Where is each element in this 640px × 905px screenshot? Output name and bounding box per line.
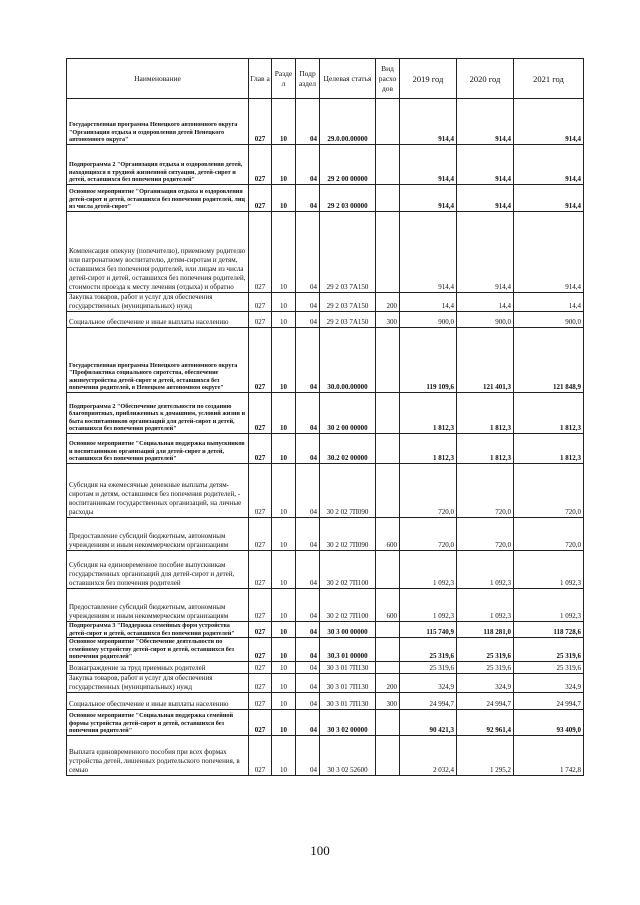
row-amount-2020: 900,0 (457, 312, 514, 328)
row-glava: 027 (249, 709, 272, 735)
row-razdel: 10 (272, 692, 296, 709)
table-row (67, 673, 584, 692)
row-target-article: 30 2 02 7П090 (320, 464, 376, 518)
row-amount-2019: 24 994,7 (400, 692, 457, 709)
row-amount-2019: 914,4 (400, 99, 457, 145)
header-target-article: Целевая статья (320, 59, 376, 99)
row-glava: 027 (249, 622, 272, 638)
row-expense-type (376, 212, 400, 293)
row-glava: 027 (249, 145, 272, 185)
row-podrazdel: 04 (296, 393, 320, 434)
row-amount-2020: 914,4 (457, 212, 514, 293)
row-podrazdel: 04 (296, 551, 320, 589)
table-row (67, 312, 584, 328)
row-amount-2021: 1 812,3 (514, 393, 584, 434)
row-expense-type (376, 735, 400, 775)
header-row (67, 59, 584, 99)
row-glava: 027 (249, 434, 272, 464)
row-podrazdel: 04 (296, 212, 320, 293)
budget-table-page (66, 58, 583, 776)
row-expense-type (376, 434, 400, 464)
row-glava: 027 (249, 692, 272, 709)
table-row (67, 622, 584, 638)
row-glava: 027 (249, 312, 272, 328)
row-amount-2019: 324,9 (400, 673, 457, 692)
row-amount-2021: 1 812,3 (514, 434, 584, 464)
row-expense-type (376, 145, 400, 185)
row-target-article: 30 3 02 00000 (320, 709, 376, 735)
row-amount-2020: 720,0 (457, 464, 514, 518)
table-row (67, 328, 584, 393)
table-row (67, 709, 584, 735)
row-podrazdel: 04 (296, 293, 320, 312)
row-razdel: 10 (272, 312, 296, 328)
row-target-article: 30 3 00 00000 (320, 622, 376, 638)
row-podrazdel: 04 (296, 99, 320, 145)
table-row (67, 99, 584, 145)
row-razdel: 10 (272, 589, 296, 622)
row-amount-2019: 25 319,6 (400, 638, 457, 662)
row-razdel: 10 (272, 99, 296, 145)
row-amount-2019: 900,0 (400, 312, 457, 328)
row-razdel: 10 (272, 622, 296, 638)
row-amount-2021: 25 319,6 (514, 638, 584, 662)
row-razdel: 10 (272, 661, 296, 673)
row-razdel: 10 (272, 212, 296, 293)
row-target-article: 30 2 02 7П100 (320, 551, 376, 589)
row-amount-2020: 25 319,6 (457, 638, 514, 662)
table-row (67, 638, 584, 662)
row-podrazdel: 04 (296, 661, 320, 673)
row-glava: 027 (249, 393, 272, 434)
row-amount-2020: 720,0 (457, 518, 514, 551)
row-name: Основное мероприятие "Социальная поддержка семейной формы устройства детей-сирот и детей, оставшихся без попечения родителей" (67, 709, 249, 735)
row-amount-2020: 25 319,6 (457, 661, 514, 673)
table-body (67, 99, 584, 776)
row-podrazdel: 04 (296, 518, 320, 551)
table-row (67, 393, 584, 434)
row-target-article: 29.0.00.00000 (320, 99, 376, 145)
row-expense-type (376, 328, 400, 393)
row-amount-2020: 914,4 (457, 99, 514, 145)
row-amount-2019: 2 032,4 (400, 735, 457, 775)
row-expense-type: 600 (376, 589, 400, 622)
row-podrazdel: 04 (296, 185, 320, 212)
row-amount-2019: 119 109,6 (400, 328, 457, 393)
row-podrazdel: 04 (296, 589, 320, 622)
row-razdel: 10 (272, 464, 296, 518)
row-amount-2021: 324,9 (514, 673, 584, 692)
row-name: Основное мероприятие "Обеспечение деятельности по семейному устройству детей-сирот и детей, оставшихся без попечения родителей" (67, 638, 249, 662)
row-podrazdel: 04 (296, 692, 320, 709)
row-amount-2021: 720,0 (514, 518, 584, 551)
row-podrazdel: 04 (296, 312, 320, 328)
row-amount-2020: 118 281,0 (457, 622, 514, 638)
row-glava: 027 (249, 638, 272, 662)
row-name: Подпрограмма 2 "Организация отдыха и оздоровления детей, находящихся в трудной жизненной ситуации, детей-сирот и детей, оставшихся без попечения родителей" (67, 145, 249, 185)
row-razdel: 10 (272, 709, 296, 735)
row-name: Закупка товаров, работ и услуг для обеспечения государственных (муниципальных) нужд (67, 673, 249, 692)
row-expense-type: 200 (376, 293, 400, 312)
row-razdel: 10 (272, 551, 296, 589)
row-podrazdel: 04 (296, 145, 320, 185)
row-name: Государственная программа Ненецкого автономного округа "Профилактика социального сиротства, обеспечение жизнеустройства детей-сирот и детей, оставшихся без попечения родителей, в Ненецком автономном округе" (67, 328, 249, 393)
row-glava: 027 (249, 464, 272, 518)
row-amount-2019: 1 092,3 (400, 589, 457, 622)
row-amount-2021: 914,4 (514, 185, 584, 212)
row-amount-2020: 14,4 (457, 293, 514, 312)
row-razdel: 10 (272, 145, 296, 185)
row-amount-2019: 115 740,9 (400, 622, 457, 638)
table-row (67, 464, 584, 518)
row-name: Социальное обеспечение и иные выплаты населению (67, 312, 249, 328)
row-glava: 027 (249, 212, 272, 293)
row-podrazdel: 04 (296, 434, 320, 464)
row-glava: 027 (249, 589, 272, 622)
row-amount-2020: 1 295,2 (457, 735, 514, 775)
row-expense-type (376, 638, 400, 662)
row-name: Подпрограмма 2 "Обеспечение деятельности по созданию благоприятных, приближенных к домашним, условий жизни и быта воспитанников организаций для детей-сирот и детей, оставшихся без попечения родителей" (67, 393, 249, 434)
row-expense-type (376, 393, 400, 434)
row-name: Основное мероприятие "Социальная поддержка выпускников и воспитанников организаций для детей-сирот и детей, оставшихся без попечения родителей" (67, 434, 249, 464)
row-amount-2019: 1 092,3 (400, 551, 457, 589)
row-target-article: 30.2 02 00000 (320, 434, 376, 464)
row-name: Закупка товаров, работ и услуг для обеспечения государственных (муниципальных) нужд (67, 293, 249, 312)
row-amount-2020: 1 092,3 (457, 551, 514, 589)
row-razdel: 10 (272, 638, 296, 662)
row-glava: 027 (249, 551, 272, 589)
row-target-article: 29 2 03 00000 (320, 185, 376, 212)
row-amount-2021: 1 092,3 (514, 589, 584, 622)
row-amount-2019: 720,0 (400, 518, 457, 551)
row-expense-type: 300 (376, 692, 400, 709)
row-name: Социальное обеспечение и иные выплаты населению (67, 692, 249, 709)
row-name: Предоставление субсидий бюджетным, автономным учреждениям и иным некоммерческим организациям (67, 589, 249, 622)
row-amount-2020: 914,4 (457, 145, 514, 185)
row-expense-type (376, 661, 400, 673)
table-row (67, 145, 584, 185)
row-glava: 027 (249, 293, 272, 312)
row-amount-2021: 118 728,6 (514, 622, 584, 638)
row-amount-2020: 914,4 (457, 185, 514, 212)
header-glava: Глав а (249, 59, 272, 99)
header-2021: 2021 год (514, 59, 584, 99)
row-amount-2021: 14,4 (514, 293, 584, 312)
row-target-article: 30.3 01 00000 (320, 638, 376, 662)
table-row (67, 735, 584, 775)
row-amount-2020: 92 961,4 (457, 709, 514, 735)
row-expense-type: 600 (376, 518, 400, 551)
row-amount-2020: 1 812,3 (457, 393, 514, 434)
row-podrazdel: 04 (296, 735, 320, 775)
row-glava: 027 (249, 518, 272, 551)
row-amount-2021: 93 409,0 (514, 709, 584, 735)
row-expense-type (376, 464, 400, 518)
row-name: Подпрограмма 3 "Поддержка семейных форм устройства детей-сирот и детей, оставшихся без попечения родителей" (67, 622, 249, 638)
row-amount-2019: 1 812,3 (400, 434, 457, 464)
row-expense-type: 300 (376, 312, 400, 328)
row-glava: 027 (249, 673, 272, 692)
row-target-article: 30 3 02 52600 (320, 735, 376, 775)
row-target-article: 30 3 01 7П130 (320, 661, 376, 673)
row-razdel: 10 (272, 185, 296, 212)
row-amount-2021: 25 319,6 (514, 661, 584, 673)
row-amount-2020: 24 994,7 (457, 692, 514, 709)
row-podrazdel: 04 (296, 638, 320, 662)
row-razdel: 10 (272, 434, 296, 464)
row-amount-2019: 1 812,3 (400, 393, 457, 434)
page-number: 100 (310, 843, 330, 858)
row-razdel: 10 (272, 673, 296, 692)
header-podrazdel: Подр аздел (296, 59, 320, 99)
table-row (67, 434, 584, 464)
table-row (67, 692, 584, 709)
row-amount-2020: 324,9 (457, 673, 514, 692)
row-target-article: 30 3 01 7П130 (320, 673, 376, 692)
row-amount-2021: 914,4 (514, 212, 584, 293)
row-name: Основное мероприятие "Организация отдыха и оздоровления детей-сирот и детей, оставшихся без попечения родителей, лиц из числа детей-сирот" (67, 185, 249, 212)
row-glava: 027 (249, 99, 272, 145)
table-row (67, 293, 584, 312)
row-podrazdel: 04 (296, 673, 320, 692)
row-expense-type: 200 (376, 673, 400, 692)
row-target-article: 30 3 01 7П130 (320, 692, 376, 709)
row-name: Субсидия на ежемесячные денежные выплаты детям-сиротам и детям, оставшимся без попечения родителей, - воспитанникам государственных организаций, на личные расходы (67, 464, 249, 518)
row-target-article: 30 2 00 00000 (320, 393, 376, 434)
row-amount-2019: 914,4 (400, 212, 457, 293)
row-glava: 027 (249, 735, 272, 775)
row-expense-type (376, 99, 400, 145)
table-row (67, 185, 584, 212)
table-row (67, 212, 584, 293)
row-name: Вознаграждение за труд приемных родителей (67, 661, 249, 673)
row-amount-2021: 1 092,3 (514, 551, 584, 589)
row-amount-2021: 720,0 (514, 464, 584, 518)
row-amount-2021: 914,4 (514, 99, 584, 145)
header-2020: 2020 год (457, 59, 514, 99)
row-amount-2020: 1 092,3 (457, 589, 514, 622)
row-amount-2020: 1 812,3 (457, 434, 514, 464)
row-podrazdel: 04 (296, 328, 320, 393)
row-razdel: 10 (272, 328, 296, 393)
table-row (67, 589, 584, 622)
row-amount-2019: 720,0 (400, 464, 457, 518)
row-razdel: 10 (272, 393, 296, 434)
row-target-article: 29 2 00 00000 (320, 145, 376, 185)
row-target-article: 30.0.00.00000 (320, 328, 376, 393)
row-target-article: 29 2 03 7А150 (320, 312, 376, 328)
header-razdel: Разде л (272, 59, 296, 99)
row-name: Государственная программа Ненецкого автономного округа "Организация отдыха и оздоровления детей Ненецкого автономного округа" (67, 99, 249, 145)
row-amount-2021: 121 848,9 (514, 328, 584, 393)
row-name: Предоставление субсидий бюджетным, автономным учреждениям и иным некоммерческим организациям (67, 518, 249, 551)
row-razdel: 10 (272, 735, 296, 775)
budget-table (66, 58, 584, 776)
row-expense-type (376, 551, 400, 589)
row-amount-2021: 24 994,7 (514, 692, 584, 709)
header-expense-type: Вид расхо дов (376, 59, 400, 99)
row-glava: 027 (249, 328, 272, 393)
row-name: Субсидия на единовременное пособие выпускникам государственных организаций для детей-сирот и детей, оставшихся без попечения родителей (67, 551, 249, 589)
row-glava: 027 (249, 661, 272, 673)
row-amount-2021: 900,0 (514, 312, 584, 328)
row-glava: 027 (249, 185, 272, 212)
table-row (67, 551, 584, 589)
row-podrazdel: 04 (296, 464, 320, 518)
row-expense-type (376, 185, 400, 212)
row-razdel: 10 (272, 293, 296, 312)
row-expense-type (376, 709, 400, 735)
row-target-article: 29 2 03 7А150 (320, 212, 376, 293)
header-2019: 2019 год (400, 59, 457, 99)
row-name: Выплата единовременного пособия при всех формах устройства детей, лишенных родительского попечения, в семью (67, 735, 249, 775)
row-name: Компенсация опекуну (попечителю), приемному родителю или патронатному воспитателю, детям-сиротам и детям, оставшимся без попечения родителей, или лицам из числа детей-сирот и детей, оставшихся без попечения родителей, стоимости проезда к месту лечения (отдыха) и обратно (67, 212, 249, 293)
row-target-article: 30 2 02 7П090 (320, 518, 376, 551)
header-name: Наименование (67, 59, 249, 99)
row-amount-2021: 1 742,8 (514, 735, 584, 775)
row-amount-2019: 914,4 (400, 185, 457, 212)
row-podrazdel: 04 (296, 709, 320, 735)
row-target-article: 30 2 02 7П100 (320, 589, 376, 622)
row-amount-2019: 914,4 (400, 145, 457, 185)
row-razdel: 10 (272, 518, 296, 551)
row-expense-type (376, 622, 400, 638)
row-amount-2019: 90 421,3 (400, 709, 457, 735)
row-amount-2020: 121 401,3 (457, 328, 514, 393)
row-amount-2019: 25 319,6 (400, 661, 457, 673)
row-amount-2019: 14,4 (400, 293, 457, 312)
table-row (67, 518, 584, 551)
row-amount-2021: 914,4 (514, 145, 584, 185)
row-podrazdel: 04 (296, 622, 320, 638)
row-target-article: 29 2 03 7А150 (320, 293, 376, 312)
table-row (67, 661, 584, 673)
